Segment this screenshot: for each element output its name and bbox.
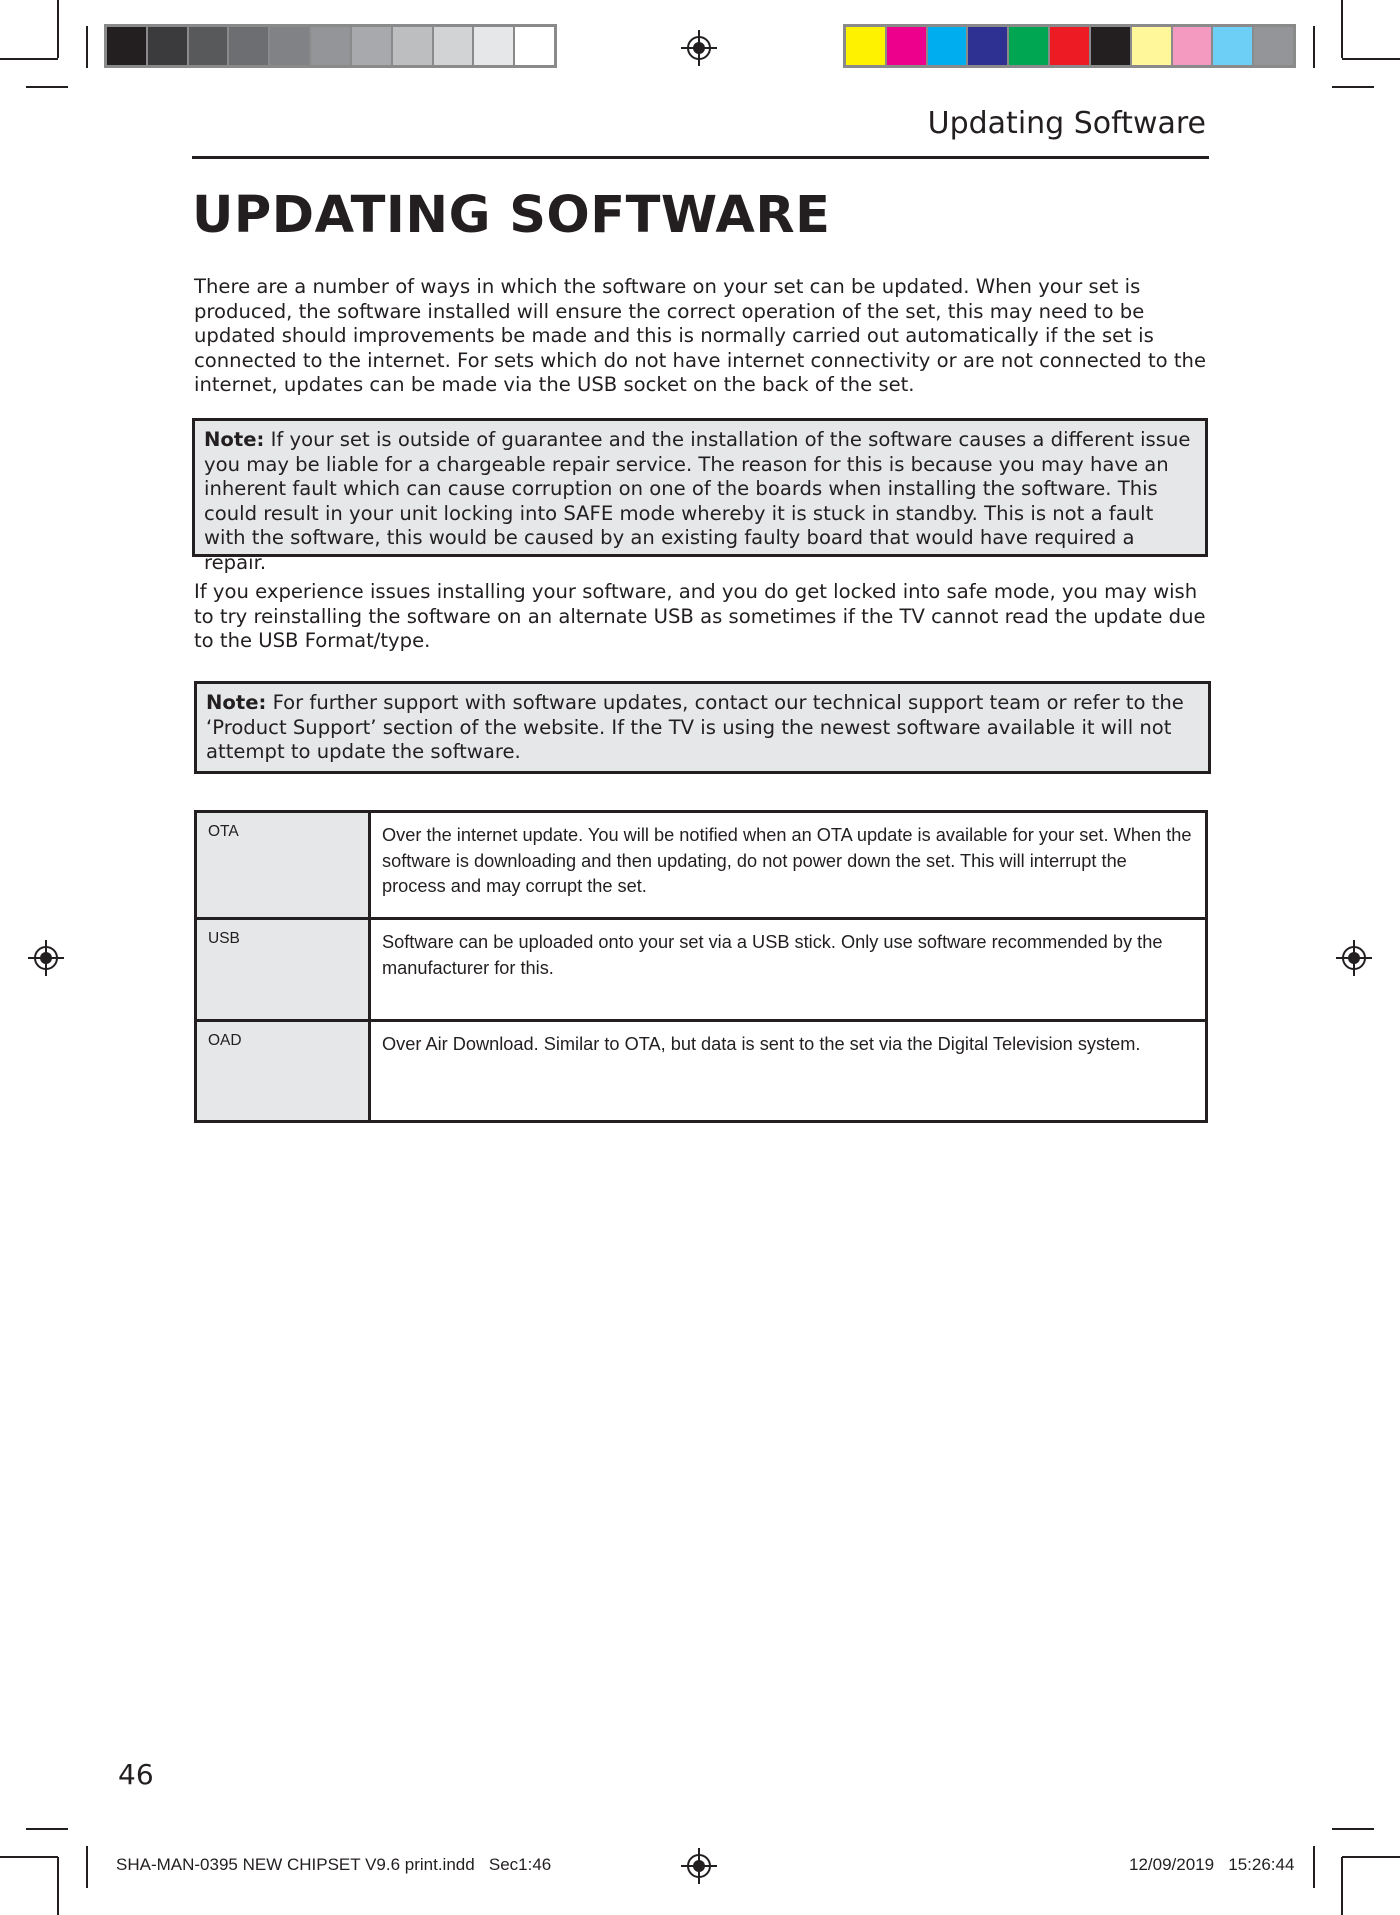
color-swatch [1050, 27, 1091, 65]
crop-mark-bottom-right-v [1341, 1857, 1343, 1915]
crop-mark-top-right-v [1341, 0, 1343, 58]
registration-mark-icon [1336, 940, 1372, 976]
method-description: Over the internet update. You will be notified when an OTA update is available for your set. When the software is downloading and then updating, do not power down the set. This will interrupt the process and may corrupt the set. [370, 812, 1207, 919]
method-description: Over Air Download. Similar to OTA, but data is sent to the set via the Digital Television system. [370, 1021, 1207, 1122]
crop-mark-bottom-right-h [1342, 1856, 1400, 1858]
file-info-slug: SHA-MAN-0395 NEW CHIPSET V9.6 print.indd Sec1:46 [116, 1855, 552, 1874]
crop-mark-top-left-v2 [86, 26, 88, 68]
grey-swatch [148, 27, 189, 65]
registration-mark-icon [681, 1848, 717, 1884]
grey-swatch [189, 27, 230, 65]
crop-mark-top-right-h2 [1332, 86, 1374, 88]
header-rule [192, 156, 1209, 159]
crop-mark-bottom-left-v2 [86, 1846, 88, 1888]
note-text: If your set is outside of guarantee and the installation of the software causes a different issue you may be liable for a chargeable repair service. The reason for this is because you may have an inherent fault which can cause corruption on one of the boards when installing the software. This could result in your unit locking into SAFE mode whereby it is stuck in standby. This is not a fault with the software, this would be caused by an existing faulty board that would have required a repair. [204, 428, 1191, 574]
grey-calibration-bar [104, 24, 557, 68]
crop-mark-bottom-left-h2 [26, 1828, 68, 1830]
method-term: OAD [196, 1021, 370, 1122]
color-swatch [928, 27, 969, 65]
intro-paragraph: There are a number of ways in which the software on your set can be updated. When your set is produced, the software installed will ensure the correct operation of the set, this may need to be updated should improvements be made and this is normally carried out automatically if the set is connected to the internet. For sets which do not have internet connectivity or are not connected to the internet, updates can be made via the USB socket on the back of the set. [194, 275, 1207, 397]
page-number: 46 [118, 1758, 154, 1791]
crop-mark-bottom-right-h2 [1332, 1828, 1374, 1830]
crop-mark-top-left-v [57, 0, 59, 58]
grey-swatch [352, 27, 393, 65]
page-title: UPDATING SOFTWARE [192, 186, 831, 245]
method-term: OTA [196, 812, 370, 919]
method-description: Software can be uploaded onto your set via a USB stick. Only use software recommended by the manufacturer for this. [370, 919, 1207, 1021]
grey-swatch [270, 27, 311, 65]
grey-swatch [434, 27, 475, 65]
color-swatch [1213, 27, 1254, 65]
update-methods-table [194, 810, 1208, 1123]
grey-swatch [107, 27, 148, 65]
safe-mode-paragraph: If you experience issues installing your software, and you do get locked into safe mode, you may wish to try reinstalling the software on an alternate USB as sometimes if the TV cannot read the update due to the USB Format/type. [194, 580, 1206, 653]
print-timestamp: 12/09/2019 15:26:44 [1129, 1855, 1295, 1874]
color-swatch [1132, 27, 1173, 65]
color-swatch [1091, 27, 1132, 65]
color-swatch [846, 27, 887, 65]
guarantee-note [192, 418, 1208, 574]
crop-mark-top-left-h [0, 58, 58, 60]
color-swatch [968, 27, 1009, 65]
grey-swatch [393, 27, 434, 65]
note-label: Note: [206, 691, 267, 714]
crop-mark-bottom-left-h [0, 1856, 58, 1858]
color-swatch [1009, 27, 1050, 65]
grey-swatch [229, 27, 270, 65]
method-term: USB [196, 919, 370, 1021]
color-swatch [1254, 27, 1293, 65]
note-label: Note: [204, 428, 265, 451]
color-swatch [1173, 27, 1214, 65]
grey-swatch [474, 27, 515, 65]
crop-mark-top-left-h2 [26, 86, 68, 88]
running-header: Updating Software [927, 106, 1206, 141]
crop-mark-top-right-v2 [1313, 26, 1315, 68]
crop-mark-top-right-h [1342, 58, 1400, 60]
registration-mark-icon [681, 30, 717, 66]
grey-swatch [311, 27, 352, 65]
grey-swatch [515, 27, 554, 65]
crop-mark-bottom-right-v2 [1313, 1846, 1315, 1888]
crop-mark-bottom-left-v [57, 1857, 59, 1915]
table-row [196, 812, 1207, 919]
color-swatch [887, 27, 928, 65]
color-calibration-bar [843, 24, 1296, 68]
note-text: For further support with software updates, contact our technical support team or refer to the ‘Product Support’ section of the website. If the TV is using the newest software available it will not attempt to update the software. [206, 691, 1184, 764]
support-note [194, 681, 1211, 774]
registration-mark-icon [28, 940, 64, 976]
table-row [196, 919, 1207, 1021]
table-row [196, 1021, 1207, 1122]
